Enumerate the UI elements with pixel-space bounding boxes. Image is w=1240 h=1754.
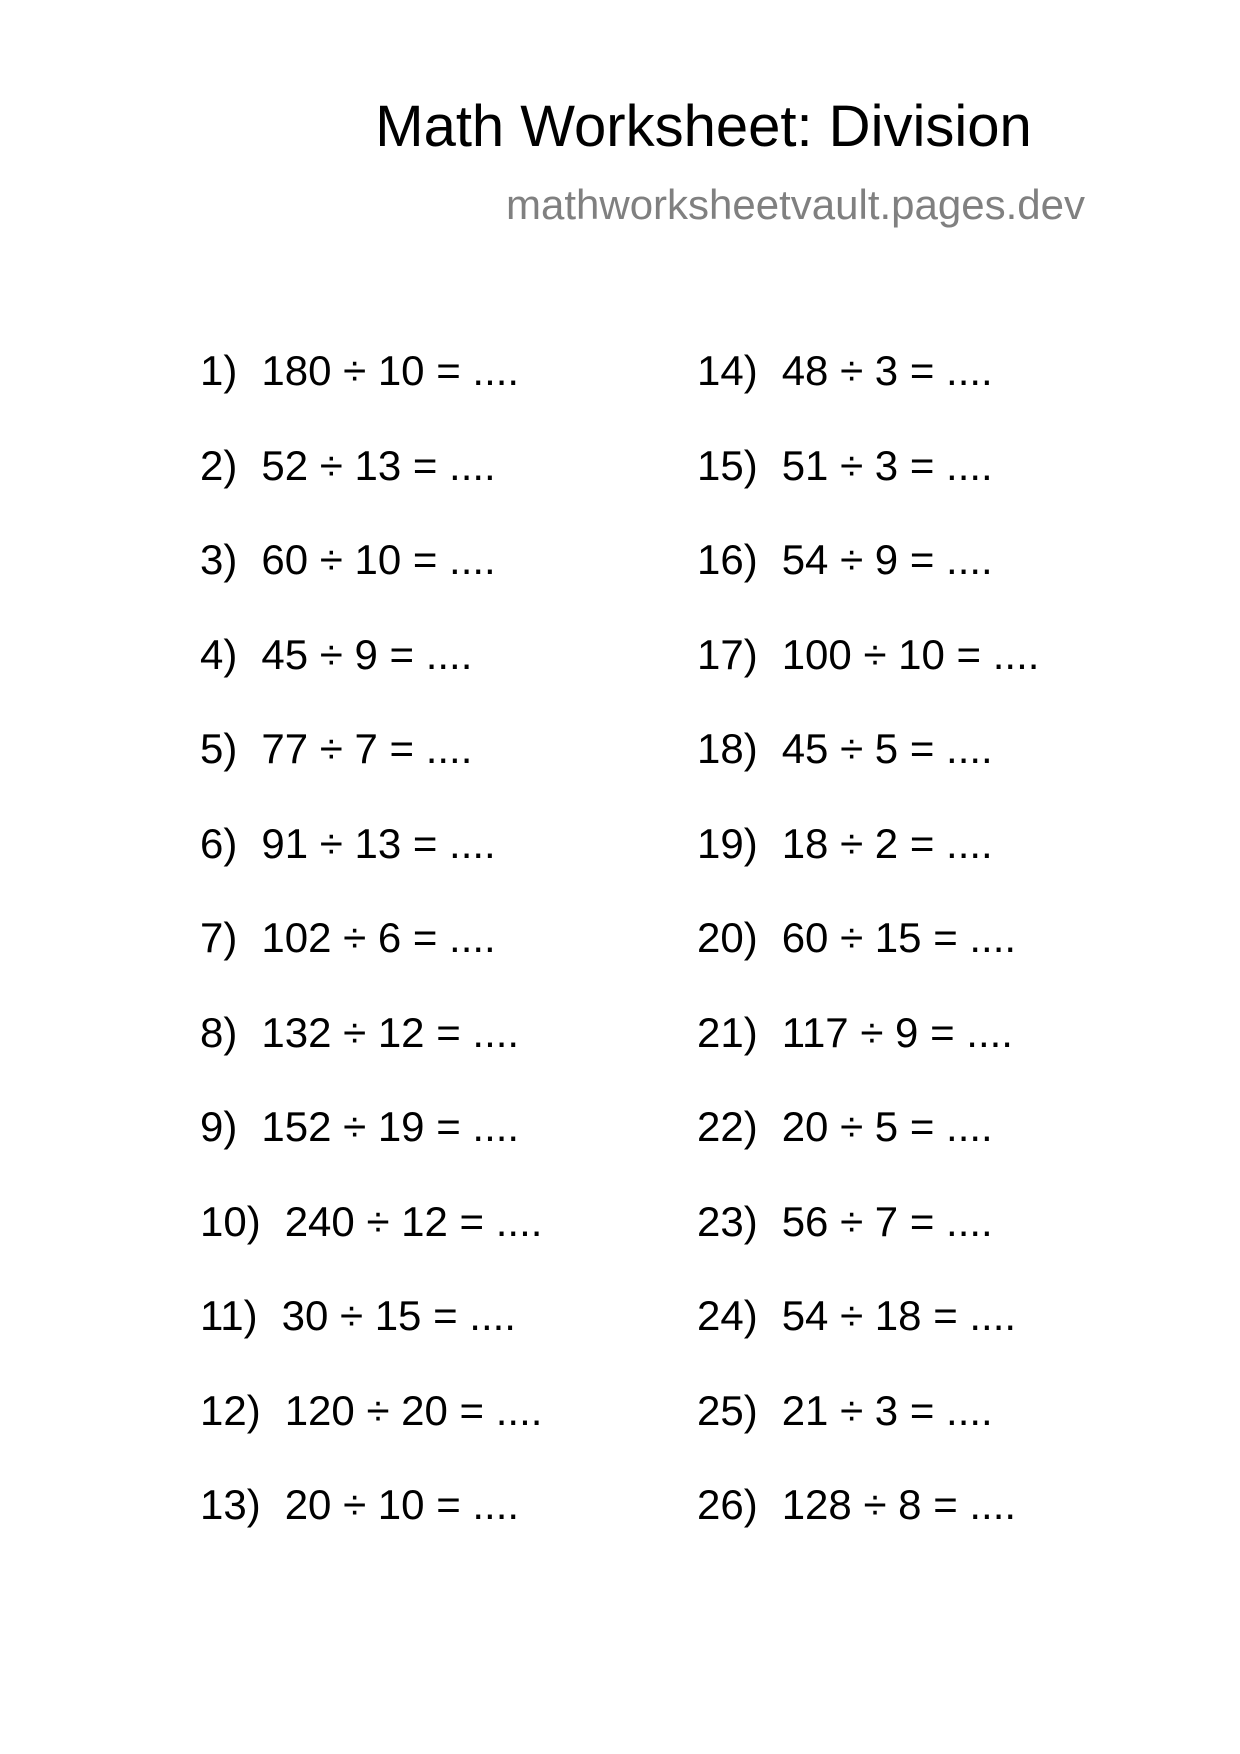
problem-number: 15) xyxy=(697,441,758,489)
problem-expression: 60 ÷ 10 = .... xyxy=(261,536,496,583)
problem-expression: 77 ÷ 7 = .... xyxy=(261,725,473,772)
problem-number: 1) xyxy=(200,347,238,394)
problem-number: 25) xyxy=(697,1386,758,1434)
problem-expression: 54 ÷ 18 = .... xyxy=(781,1292,1017,1339)
problem-expression: 20 ÷ 5 = .... xyxy=(781,1103,993,1150)
problem-item xyxy=(200,1292,516,1339)
problem-expression: 100 ÷ 10 = .... xyxy=(781,630,1040,678)
problem-item xyxy=(697,1481,1017,1528)
problem-number: 11) xyxy=(200,1292,258,1339)
problem-expression: 45 ÷ 5 = .... xyxy=(781,725,993,772)
problem-number: 21) xyxy=(697,1008,758,1056)
problem-number: 10) xyxy=(200,1197,261,1245)
problem-item xyxy=(697,914,1017,961)
problem-expression: 152 ÷ 19 = .... xyxy=(261,1103,520,1150)
problem-item xyxy=(697,347,993,394)
problem-number: 19) xyxy=(697,819,758,867)
problem-expression: 30 ÷ 15 = .... xyxy=(281,1292,516,1339)
problem-item xyxy=(697,725,993,772)
problem-expression: 120 ÷ 20 = .... xyxy=(284,1386,543,1434)
problem-item xyxy=(200,630,473,678)
problem-item xyxy=(200,347,520,394)
problem-item xyxy=(697,536,993,583)
problem-expression: 48 ÷ 3 = .... xyxy=(781,347,993,394)
problem-number: 23) xyxy=(697,1197,758,1245)
problem-item xyxy=(697,441,993,489)
problem-number: 12) xyxy=(200,1386,261,1434)
problem-expression: 91 ÷ 13 = .... xyxy=(261,819,496,867)
problem-number: 5) xyxy=(200,725,238,772)
problem-number: 7) xyxy=(200,914,238,961)
problem-expression: 20 ÷ 10 = .... xyxy=(284,1481,520,1528)
problem-expression: 117 ÷ 9 = .... xyxy=(781,1008,1013,1056)
problem-number: 9) xyxy=(200,1103,238,1150)
problem-item xyxy=(697,1103,993,1150)
problem-number: 18) xyxy=(697,725,758,772)
problem-number: 17) xyxy=(697,630,758,678)
problem-item xyxy=(697,1197,993,1245)
problem-item xyxy=(697,1008,1013,1056)
problem-number: 6) xyxy=(200,819,238,867)
problem-item xyxy=(697,819,993,867)
problem-number: 20) xyxy=(697,914,758,961)
problem-number: 8) xyxy=(200,1008,238,1056)
problem-item xyxy=(200,441,496,489)
problem-expression: 128 ÷ 8 = .... xyxy=(781,1481,1017,1528)
problem-item xyxy=(200,1008,520,1056)
problem-expression: 132 ÷ 12 = .... xyxy=(261,1008,520,1056)
problem-item xyxy=(200,1481,520,1528)
problem-expression: 56 ÷ 7 = .... xyxy=(781,1197,993,1245)
problem-item xyxy=(697,630,1040,678)
problem-number: 24) xyxy=(697,1292,758,1339)
problem-number: 4) xyxy=(200,630,238,678)
problem-number: 22) xyxy=(697,1103,758,1150)
problem-number: 16) xyxy=(697,536,758,583)
problem-expression: 51 ÷ 3 = .... xyxy=(781,441,993,489)
website-url: mathworksheetvault.pages.dev xyxy=(506,181,1085,228)
problem-number: 13) xyxy=(200,1481,261,1528)
problem-expression: 240 ÷ 12 = .... xyxy=(284,1197,543,1245)
problem-number: 14) xyxy=(697,347,758,394)
problem-expression: 52 ÷ 13 = .... xyxy=(261,441,496,489)
problem-item xyxy=(200,819,496,867)
problem-number: 3) xyxy=(200,536,238,583)
problem-expression: 45 ÷ 9 = .... xyxy=(261,630,473,678)
problem-item xyxy=(200,1386,543,1434)
problem-item xyxy=(200,914,496,961)
problem-expression: 60 ÷ 15 = .... xyxy=(781,914,1017,961)
problem-number: 26) xyxy=(697,1481,758,1528)
problem-item xyxy=(200,1197,543,1245)
problem-item xyxy=(200,536,496,583)
page-title: Math Worksheet: Division xyxy=(375,94,1032,159)
problem-item xyxy=(697,1386,993,1434)
problem-expression: 102 ÷ 6 = .... xyxy=(261,914,496,961)
problem-expression: 21 ÷ 3 = .... xyxy=(781,1386,993,1434)
problem-item xyxy=(697,1292,1017,1339)
problem-expression: 54 ÷ 9 = .... xyxy=(781,536,993,583)
problem-number: 2) xyxy=(200,441,238,489)
problem-expression: 180 ÷ 10 = .... xyxy=(261,347,520,394)
problem-item xyxy=(200,1103,520,1150)
problem-item xyxy=(200,725,473,772)
problem-expression: 18 ÷ 2 = .... xyxy=(781,819,993,867)
